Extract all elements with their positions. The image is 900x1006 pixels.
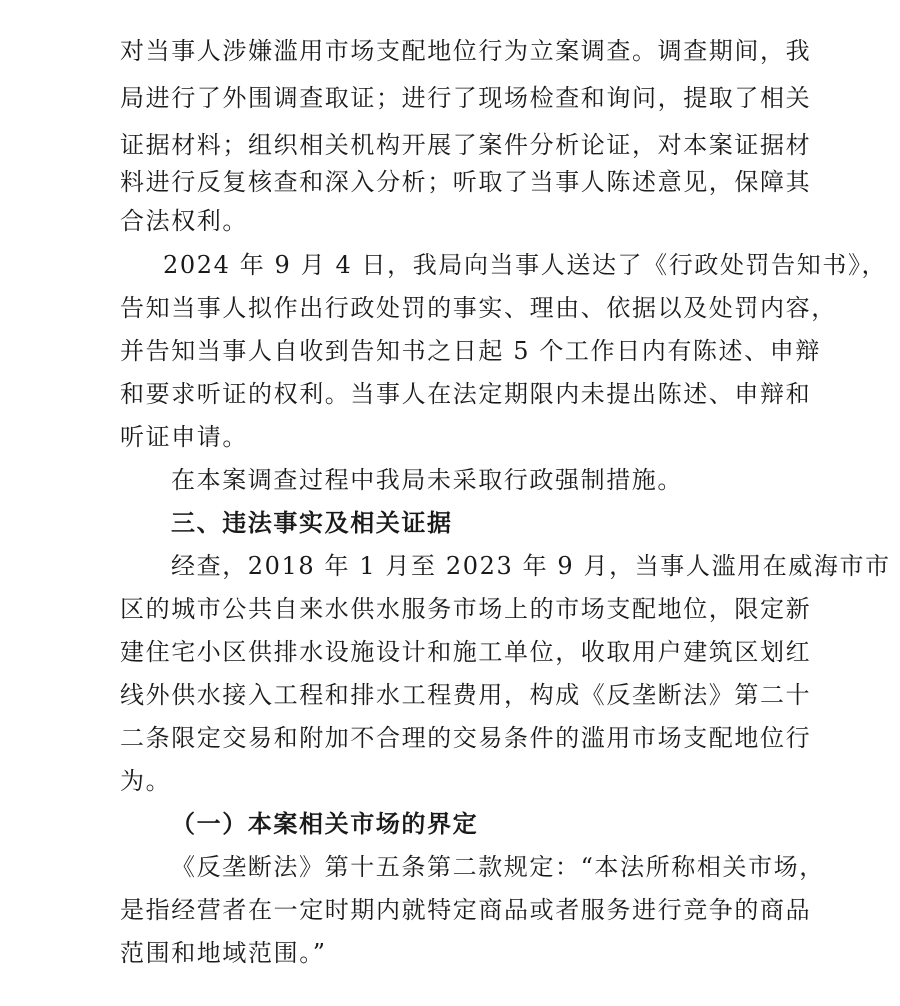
paragraph-line: 听证申请。 [120,423,248,451]
paragraph-line: 对当事人涉嫌滥用市场支配地位行为立案调查。调查期间，我 [120,37,812,65]
paragraph-line: 《反垄断法》第十五条第二款规定：“本法所称相关市场， [171,853,825,881]
section-heading: 三、违法事实及相关证据 [171,509,453,537]
paragraph-line: 合法权利。 [120,207,248,235]
paragraph-line: 范围和地域范围。” [120,939,327,967]
paragraph-line: 告知当事人拟作出行政处罚的事实、理由、依据以及处罚内容， [120,294,837,322]
subsection-heading: （一）本案相关市场的界定 [171,810,479,838]
paragraph-line: 二条限定交易和附加不合理的交易条件的滥用市场支配地位行 [120,724,812,752]
paragraph-line: 线外供水接入工程和排水工程费用，构成《反垄断法》第二十 [120,681,812,709]
paragraph-line: 并告知当事人自收到告知书之日起 5 个工作日内有陈述、申辩 [120,337,821,365]
paragraph-line: 证据材料；组织相关机构开展了案件分析论证，对本案证据材 [120,131,812,159]
paragraph-line: 在本案调查过程中我局未采取行政强制措施。 [171,466,683,494]
paragraph-line: 局进行了外围调查取证；进行了现场检查和询问，提取了相关 [120,84,812,112]
paragraph-line: 和要求听证的权利。当事人在法定期限内未提出陈述、申辩和 [120,380,812,408]
paragraph-line: 是指经营者在一定时期内就特定商品或者服务进行竞争的商品 [120,896,812,924]
paragraph-line: 为。 [120,767,172,795]
paragraph-line: 区的城市公共自来水供水服务市场上的市场支配地位，限定新 [120,595,812,623]
paragraph-line: 料进行反复核查和深入分析；听取了当事人陈述意见，保障其 [120,168,812,196]
paragraph-line: 2024 年 9 月 4 日，我局向当事人送达了《行政处罚告知书》， [163,251,888,279]
paragraph-line: 建住宅小区供排水设施设计和施工单位，收取用户建筑区划红 [120,638,812,666]
paragraph-line: 经查，2018 年 1 月至 2023 年 9 月，当事人滥用在威海市市 [171,552,891,580]
